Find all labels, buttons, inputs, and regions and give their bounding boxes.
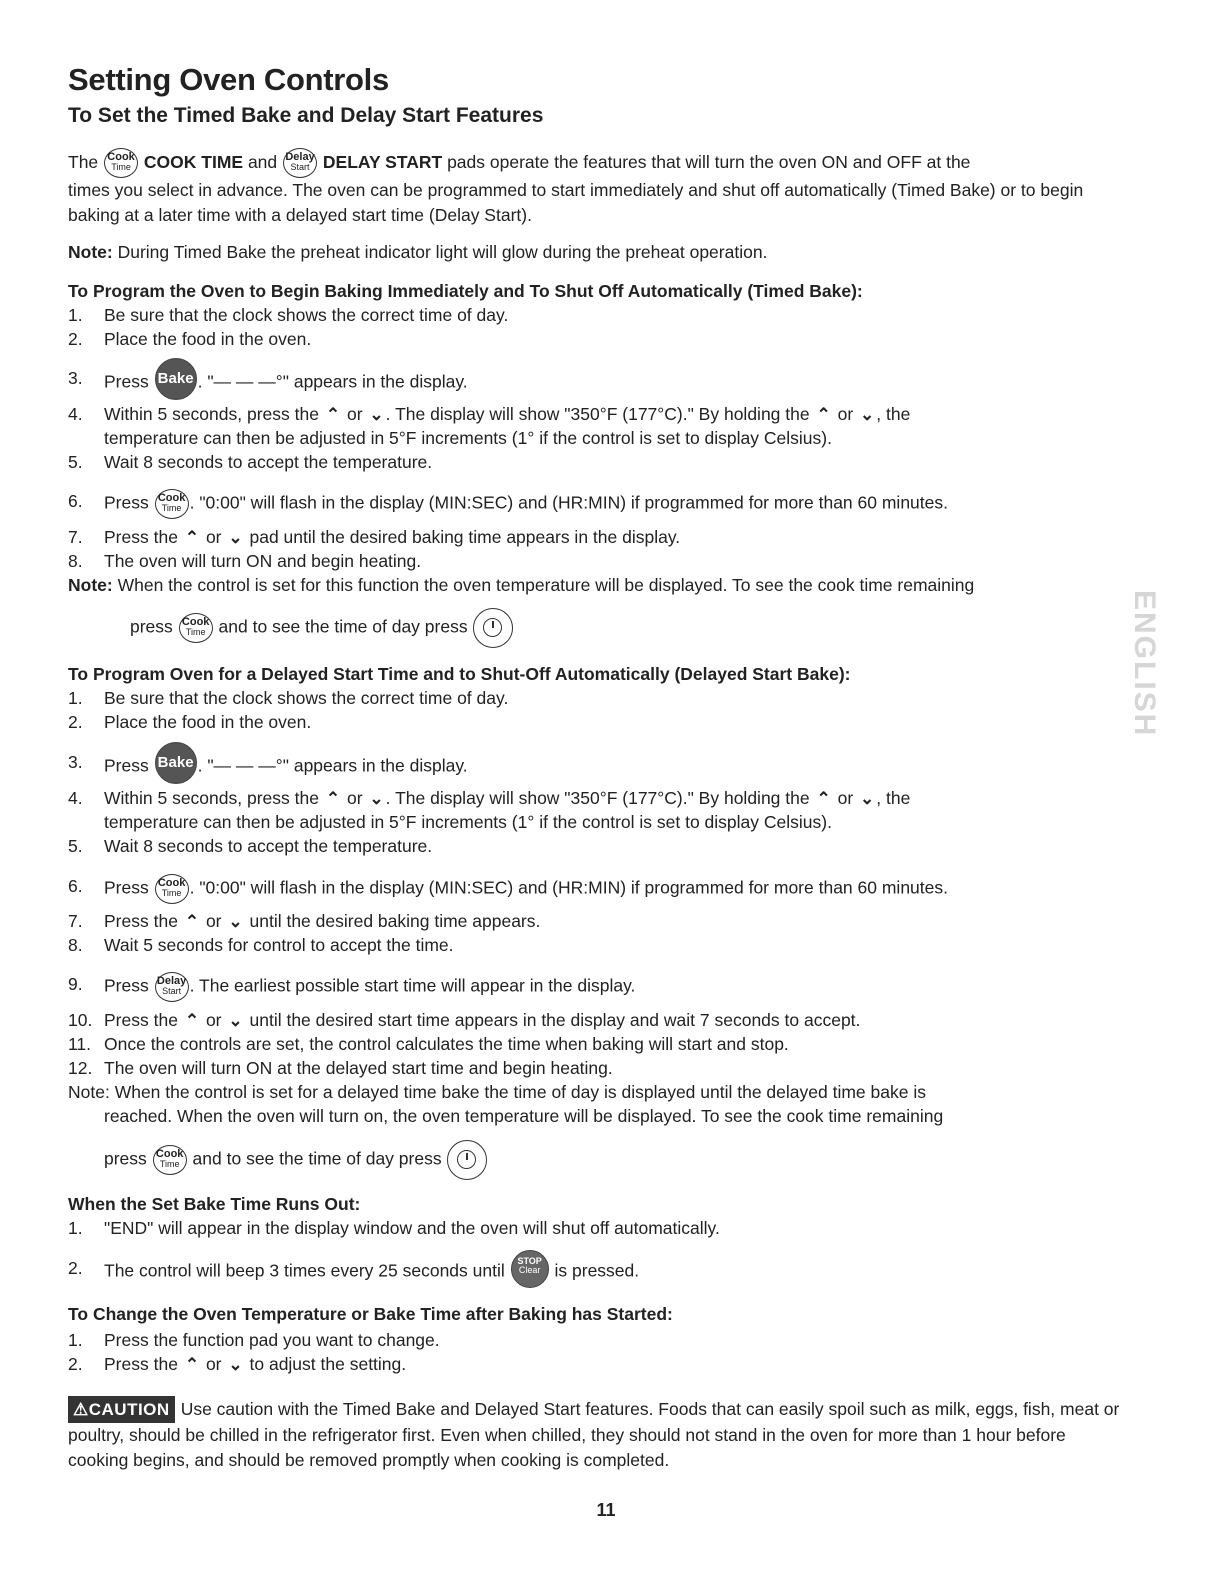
note-cook-time: Note: When the control is set for this function the oven temperature will be displayed. To see the cook time remaining — [68, 575, 975, 595]
intro-paragraph: The Cook Time COOK TIME and Delay Start DELAY START pads operate the features that will turn the oven ON and OFF at the times you select in advance. The oven can be programmed to start immediately and shut off automatically (Timed Bake) or to begin baking at a later time with a delayed start time (Delay Start). — [68, 146, 1128, 228]
caution-paragraph: ⚠CAUTION Use caution with the Timed Bake and Delayed Start features. Foods that can easily spoil such as milk, eggs, fish, meat or poultry, should be chilled in the refrigerator first. Even when chilled, they should not stand in the oven for more than 1 hour before cooking begins, and should be removed promptly when cooking is completed. — [68, 1396, 1128, 1473]
delay-start-pad-icon: Delay Start — [283, 148, 317, 178]
up-arrow-icon: ⌃ — [816, 789, 831, 808]
bake-pad-icon: Bake — [155, 742, 197, 784]
down-arrow-icon: ⌄ — [228, 1355, 243, 1374]
delay-start-pad-icon: Delay Start — [155, 972, 189, 1002]
caution-badge: ⚠CAUTION — [68, 1396, 175, 1423]
cook-time-pad-icon: Cook Time — [155, 874, 189, 904]
up-arrow-icon: ⌃ — [184, 1011, 200, 1030]
note-preheat: Note: During Timed Bake the preheat indicator light will glow during the preheat operation. — [68, 242, 768, 262]
up-arrow-icon: ⌃ — [325, 789, 341, 808]
clock-pad-icon — [447, 1140, 487, 1180]
section-heading-time-runs-out: When the Set Bake Time Runs Out: — [68, 1194, 361, 1214]
manual-page: Setting Oven Controls To Set the Timed Bake and Delay Start Features The Cook Time COOK TIME and Delay Start DELAY START pads operate the features that will turn the oven ON and OFF at the times you select in advance. The oven can be programmed to start immediately and shut off automatically (Timed Bake) or to begin baking at a later time with a delayed start time (Delay Start). Note: During Timed Bake the preheat indicator light will glow during the preheat operation. To Program the Oven to Begin Baking Immediately and To Shut Off Automatically (Timed Bake): 1. Be sure that the clock shows the correct time of day. 2. Place the food in the oven. 3. Press Bake . "— — —°" appears in the display. 4. Within 5 seconds, press the ⌃ or ⌄ . The display will show "350°F (177°C)." By holding the ⌃ or ⌄ , the temperature can then be adjusted in 5°F increments (1° if the control is set to display Celsius). 5. Wait 8 seconds to accept the temperature. 6. Press Cook Time . "0:00" will flash in the display (MIN:SEC) and (HR:MIN) if programmed for more than 60 minutes. 7. Press the ⌃ or ⌄ pad until the desired baking time appears in the display. 8. The oven will turn ON and begin heating. Note: When the control is set for this function the oven temperature will be displayed. To see the cook time remaining press Cook Time and to see the time of day press To Program Oven for a Delayed Start Time and to Shut-Off Automatically (Delayed Start Bake): 1. Be sure that the clock shows the correct time of day. 2. Place the food in the oven. 3. Press Bake . "— — —°" appears in the display. 4. Within 5 seconds, press the ⌃ or ⌄ . The display will show "350°F (177°C)." By holding the ⌃ or ⌄ , the temperature can then be adjusted in 5°F increments (1° if the control is set to display Celsius). 5. Wait 8 seconds to accept the temperature. 6. Press Cook Time . "0:00" will flash in the display (MIN:SEC) and (HR:MIN) if programmed for more than 60 minutes. 7. Press the ⌃ or ⌄ until the desired baking time appears. 8. Wait 5 seconds for control to accept the time. 9. Press Delay Start . The earliest possible start time will appear in the display. 10. Press the ⌃ or ⌄ until the desired start time appears in the display and wait 7 seconds to accept. 11. Once the controls are set, the control calculates the time when baking will start and stop. 12. The oven will turn ON at the delayed start time and begin heating. Note: When the control is set for a delayed time bake the time of day is displayed until the delayed time bake is reached. When the oven will turn on, the oven temperature will be displayed. To see the cook time remaining press Cook Time and to see the time of day press When the Set Bake Time Runs Out: 1. "END" will appear in the display window and the oven will shut off automatically. 2. The control will beep 3 times every 25 seconds until STOP Clear is pressed. To Change the Oven Temperature or Bake Time after Baking has Started: 1. Press the function pad you want to change. 2. Press the ⌃ or ⌄ to adjust the setting. ⚠CAUTION Use caution with the Timed Bake and Delayed Start features. Foods that can easily spoil such as milk, eggs, fish, meat or poultry, should be chilled in the refrigerator first. Even when chilled, they should not stand in the oven for more than 1 hour before cooking begins, and should be removed promptly when cooking is completed. 11 ENGLISH — [0, 0, 1212, 1574]
down-arrow-icon: ⌄ — [369, 405, 384, 424]
clock-pad-icon — [473, 608, 513, 648]
note-delayed: Note: When the control is set for a delayed time bake the time of day is displayed until the delayed time bake is — [68, 1082, 926, 1102]
page-title: Setting Oven Controls — [68, 62, 389, 97]
down-arrow-icon: ⌄ — [860, 789, 875, 808]
down-arrow-icon: ⌄ — [228, 912, 243, 931]
cook-time-pad-icon: Cook Time — [153, 1145, 187, 1175]
section-heading-change-temp: To Change the Oven Temperature or Bake Time after Baking has Started: — [68, 1304, 673, 1324]
side-language-tab: ENGLISH — [1128, 590, 1161, 738]
note-delayed-line3: press Cook Time and to see the time of day press — [104, 1140, 488, 1180]
up-arrow-icon: ⌃ — [184, 528, 200, 547]
up-arrow-icon: ⌃ — [184, 912, 200, 931]
up-arrow-icon: ⌃ — [816, 405, 831, 424]
page-subtitle: To Set the Timed Bake and Delay Start Features — [68, 104, 544, 127]
down-arrow-icon: ⌄ — [369, 789, 384, 808]
cook-time-pad-icon: Cook Time — [155, 489, 189, 519]
down-arrow-icon: ⌄ — [228, 528, 243, 547]
note-cook-time-line2: press Cook Time and to see the time of day press — [130, 608, 514, 648]
down-arrow-icon: ⌄ — [860, 405, 875, 424]
page-number: 11 — [596, 1500, 616, 1520]
bake-pad-icon: Bake — [155, 358, 197, 400]
section-heading-delayed-start: To Program Oven for a Delayed Start Time and to Shut-Off Automatically (Delayed Start Bake): — [68, 664, 851, 684]
up-arrow-icon: ⌃ — [325, 405, 341, 424]
down-arrow-icon: ⌄ — [228, 1011, 243, 1030]
section-heading-timed-bake: To Program the Oven to Begin Baking Immediately and To Shut Off Automatically (Timed Bake): — [68, 281, 863, 301]
stop-clear-pad-icon: STOP Clear — [511, 1250, 549, 1288]
up-arrow-icon: ⌃ — [184, 1355, 200, 1374]
cook-time-pad-icon: Cook Time — [104, 148, 138, 178]
cook-time-pad-icon: Cook Time — [179, 613, 213, 643]
